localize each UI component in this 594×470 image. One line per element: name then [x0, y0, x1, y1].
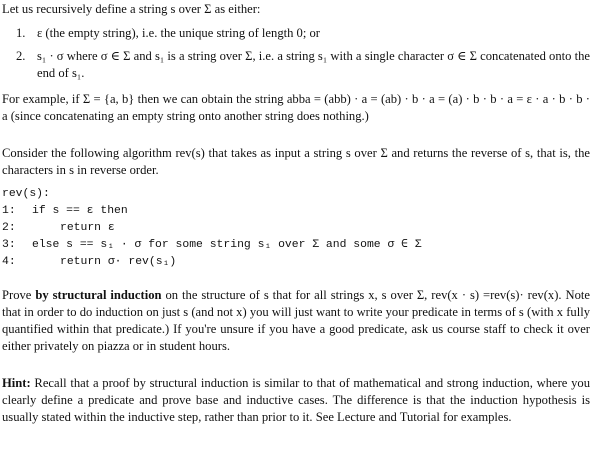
code-line-text: return ε	[60, 222, 115, 234]
definition-number: 1.	[16, 26, 26, 40]
definition-list	[2, 25, 590, 82]
hint-label: Hint:	[2, 376, 31, 390]
hint-paragraph	[2, 375, 590, 426]
definition-text: ε (the empty string), i.e. the unique string of length 0; or	[37, 26, 320, 40]
code-line	[2, 203, 590, 220]
prove-lead: Prove	[2, 288, 36, 302]
code-line	[2, 254, 590, 271]
code-line-text: else s == s₁ · σ for some string s₁ over Σ and some σ ∈ Σ	[32, 239, 422, 251]
code-line-number: 2:	[2, 222, 16, 234]
intro-paragraph: Let us recursively define a string s over Σ as either:	[2, 2, 261, 16]
definition-item	[16, 25, 590, 42]
code-line-number: 3:	[2, 239, 16, 251]
definition-text: s₁ · σ where σ ∈ Σ and s₁ is a string over Σ, i.e. a string s₁ with a single character σ ∈ Σ concatenated onto the end of s₁.	[37, 49, 590, 80]
prove-method: by structural induction	[35, 288, 162, 302]
hint-text: Recall that a proof by structural induction is similar to that of mathematical and strong induction, where you clearly define a predicate and prove base and inductive cases. The difference is that the induction hypothesis is usually stated within the inductive step, rather than prior to it. See Lecture and Tutorial for examples.	[2, 376, 590, 424]
algorithm-code-block	[2, 186, 590, 271]
code-line	[2, 237, 590, 254]
example-paragraph: For example, if Σ = {a, b} then we can obtain the string abba = (abb) · a = (ab) · b · a = (a) · b · b · a = ε · a · b · b · a (since concatenating an empty string onto another string does nothing.)	[2, 92, 590, 123]
code-header: rev(s):	[2, 188, 50, 200]
definition-number: 2.	[16, 49, 26, 63]
code-line-number: 4:	[2, 256, 16, 268]
code-line-text: if s == ε then	[32, 205, 128, 217]
document	[2, 0, 590, 426]
code-line-text: return σ· rev(s₁)	[60, 256, 177, 268]
code-line-number: 1:	[2, 205, 16, 217]
code-line	[2, 220, 590, 237]
prove-body: on the structure of s that for all strings x, s over Σ, rev(x · s) =rev(s)· rev(x). Note that in order to do induction on just s (and not x) you will just want to write your predicate in terms of s (with x fully quantified within that predicate.) If you're unsure if you have a good predicate, ask us course staff to check it over either privately on piazza or in student hours.	[2, 288, 590, 353]
algorithm-intro-paragraph: Consider the following algorithm rev(s) that takes as input a string s over Σ and returns the reverse of s, that is, the characters in s in reverse order.	[2, 146, 590, 177]
definition-item	[16, 48, 590, 82]
prove-paragraph	[2, 287, 590, 355]
